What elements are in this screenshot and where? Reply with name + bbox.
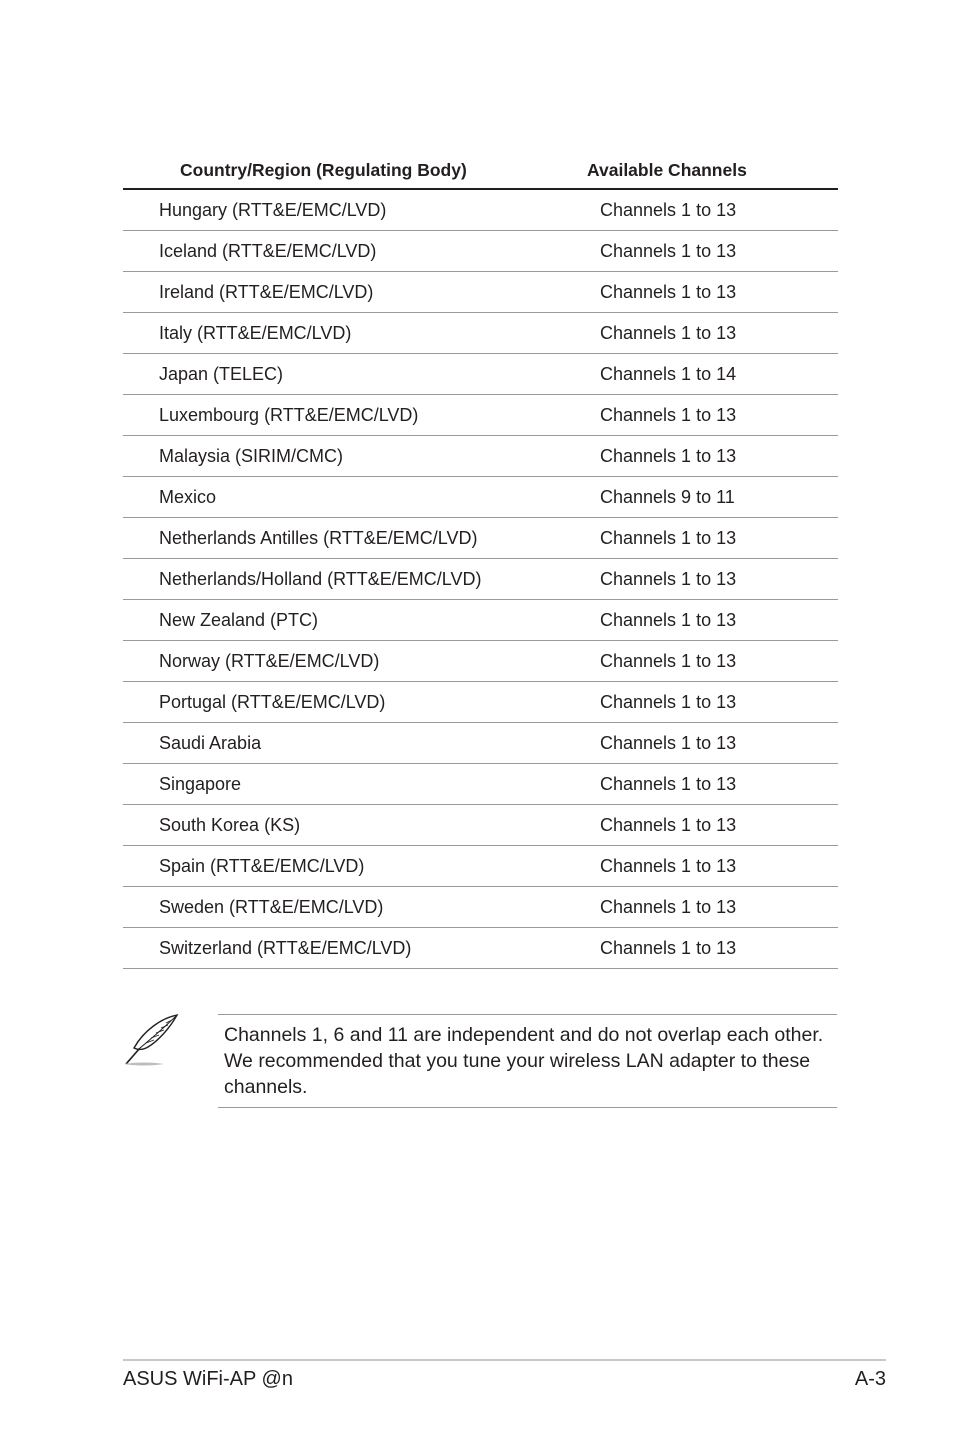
table-row [123, 846, 838, 887]
table-header [123, 150, 838, 190]
channels-cell: Channels 1 to 13 [600, 938, 737, 958]
country-cell: Japan (TELEC) [159, 364, 284, 384]
table-row [123, 805, 838, 846]
country-cell: South Korea (KS) [159, 815, 301, 835]
channels-cell: Channels 9 to 11 [600, 487, 735, 507]
channels-cell: Channels 1 to 13 [600, 651, 737, 671]
country-cell: Portugal (RTT&E/EMC/LVD) [159, 692, 386, 712]
country-cell: Italy (RTT&E/EMC/LVD) [159, 323, 352, 343]
table-body [123, 190, 838, 969]
country-cell: Saudi Arabia [159, 733, 262, 753]
footer-page-number: A-3 [854, 1368, 886, 1390]
channels-cell: Channels 1 to 13 [600, 856, 737, 876]
channels-cell: Channels 1 to 14 [600, 364, 737, 384]
feather-icon [122, 1012, 180, 1070]
channels-cell: Channels 1 to 13 [600, 774, 737, 794]
table-row [123, 600, 838, 641]
country-cell: Malaysia (SIRIM/CMC) [159, 446, 344, 466]
country-cell: Norway (RTT&E/EMC/LVD) [159, 651, 380, 671]
table-row [123, 231, 838, 272]
country-cell: Luxembourg (RTT&E/EMC/LVD) [159, 405, 419, 425]
table-row [123, 723, 838, 764]
table-row [123, 436, 838, 477]
table-row [123, 354, 838, 395]
table-row [123, 272, 838, 313]
channels-cell: Channels 1 to 13 [600, 323, 737, 343]
channels-cell: Channels 1 to 13 [600, 282, 737, 302]
channel-table [123, 150, 838, 969]
country-cell: Sweden (RTT&E/EMC/LVD) [159, 897, 384, 917]
footer-product-name: ASUS WiFi-AP @n [123, 1368, 293, 1390]
country-cell: Iceland (RTT&E/EMC/LVD) [159, 241, 377, 261]
country-cell: Netherlands/Holland (RTT&E/EMC/LVD) [159, 569, 482, 589]
table-row [123, 928, 838, 969]
table-row [123, 682, 838, 723]
country-cell: New Zealand (PTC) [159, 610, 319, 630]
channels-cell: Channels 1 to 13 [600, 733, 737, 753]
country-cell: Mexico [159, 487, 217, 507]
country-cell: Ireland (RTT&E/EMC/LVD) [159, 282, 374, 302]
table-row [123, 887, 838, 928]
channels-cell: Channels 1 to 13 [600, 815, 737, 835]
channels-cell: Channels 1 to 13 [600, 405, 737, 425]
note-box [218, 1014, 837, 1108]
country-cell: Netherlands Antilles (RTT&E/EMC/LVD) [159, 528, 478, 548]
header-country: Country/Region (Regulating Body) [180, 160, 467, 180]
table-row [123, 764, 838, 805]
channels-cell: Channels 1 to 13 [600, 200, 737, 220]
channels-cell: Channels 1 to 13 [600, 569, 737, 589]
footer-divider [123, 1359, 886, 1361]
country-cell: Switzerland (RTT&E/EMC/LVD) [159, 938, 412, 958]
table-row [123, 518, 838, 559]
table-row [123, 190, 838, 231]
table-row [123, 559, 838, 600]
channels-cell: Channels 1 to 13 [600, 897, 737, 917]
channels-cell: Channels 1 to 13 [600, 610, 737, 630]
header-channels: Available Channels [587, 160, 747, 180]
channels-cell: Channels 1 to 13 [600, 446, 737, 466]
country-cell: Hungary (RTT&E/EMC/LVD) [159, 200, 387, 220]
country-cell: Singapore [159, 774, 242, 794]
table-row [123, 477, 838, 518]
table-row [123, 395, 838, 436]
channels-cell: Channels 1 to 13 [600, 528, 737, 548]
channels-cell: Channels 1 to 13 [600, 241, 737, 261]
note-text: Channels 1, 6 and 11 are independent and do not overlap each other. We recommended that you tune your wireless LAN adapter to these channels. [224, 1024, 824, 1098]
channels-cell: Channels 1 to 13 [600, 692, 737, 712]
table-row [123, 313, 838, 354]
country-cell: Spain (RTT&E/EMC/LVD) [159, 856, 365, 876]
table-row [123, 641, 838, 682]
